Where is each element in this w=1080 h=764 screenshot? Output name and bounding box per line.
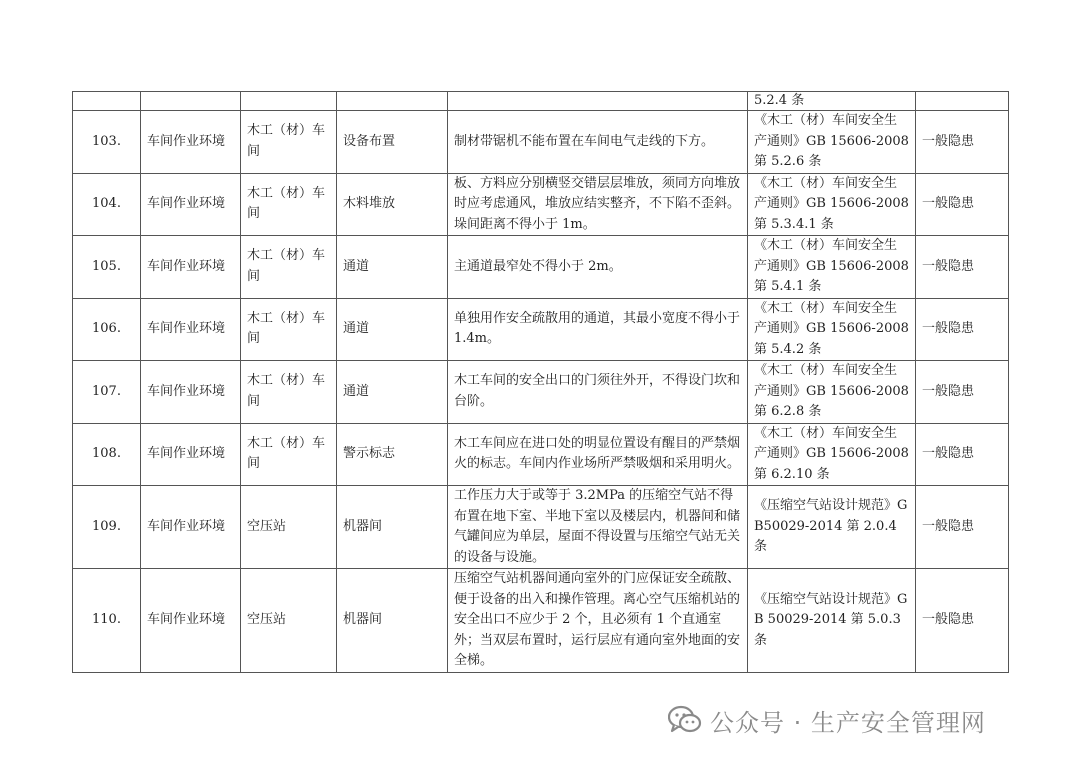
row-item: 通道 bbox=[337, 236, 448, 299]
row-place: 空压站 bbox=[241, 569, 337, 673]
row-basis: 《木工（材）车间安全生产通则》GB 15606-2008 第 5.4.2 条 bbox=[748, 298, 916, 361]
watermark-text: 公众号 · 生产安全管理网 bbox=[710, 708, 986, 737]
table-row bbox=[73, 361, 1009, 424]
table-row bbox=[73, 92, 1009, 111]
row-number: 106. bbox=[73, 298, 141, 361]
table-row bbox=[73, 569, 1009, 673]
wechat-icon bbox=[668, 705, 702, 735]
row-number bbox=[73, 92, 141, 111]
row-category bbox=[141, 92, 241, 111]
row-item bbox=[337, 92, 448, 111]
row-level: 一般隐患 bbox=[916, 173, 1009, 236]
row-place: 木工（材）车间 bbox=[241, 423, 337, 486]
row-basis: 《压缩空气站设计规范》GB 50029-2014 第 5.0.3 条 bbox=[748, 569, 916, 673]
row-place: 木工（材）车间 bbox=[241, 298, 337, 361]
row-level: 一般隐患 bbox=[916, 423, 1009, 486]
row-content: 木工车间的安全出口的门须往外开，不得设门坎和台阶。 bbox=[448, 361, 748, 424]
row-content: 主通道最窄处不得小于 2m。 bbox=[448, 236, 748, 299]
row-place: 木工（材）车间 bbox=[241, 111, 337, 174]
row-place: 木工（材）车间 bbox=[241, 173, 337, 236]
row-category: 车间作业环境 bbox=[141, 236, 241, 299]
row-number: 108. bbox=[73, 423, 141, 486]
row-basis: 《压缩空气站设计规范》GB50029-2014 第 2.0.4 条 bbox=[748, 486, 916, 569]
row-item: 通道 bbox=[337, 298, 448, 361]
row-place: 木工（材）车间 bbox=[241, 236, 337, 299]
row-category: 车间作业环境 bbox=[141, 361, 241, 424]
row-item: 警示标志 bbox=[337, 423, 448, 486]
row-place: 木工（材）车间 bbox=[241, 361, 337, 424]
table-row bbox=[73, 111, 1009, 174]
row-category: 车间作业环境 bbox=[141, 173, 241, 236]
row-item: 机器间 bbox=[337, 569, 448, 673]
table-row bbox=[73, 423, 1009, 486]
row-content: 板、方料应分别横竖交错层层堆放，须同方向堆放时应考虑通风，堆放应结实整齐，不下陷不歪斜。垛间距离不得小于 1m。 bbox=[448, 173, 748, 236]
row-category: 车间作业环境 bbox=[141, 111, 241, 174]
row-content: 工作压力大于或等于 3.2MPa 的压缩空气站不得布置在地下室、半地下室以及楼层内，机器间和储气罐间应为单层，屋面不得设置与压缩空气站无关的设备与设施。 bbox=[448, 486, 748, 569]
row-number: 109. bbox=[73, 486, 141, 569]
row-basis: 5.2.4 条 bbox=[748, 92, 916, 111]
row-level: 一般隐患 bbox=[916, 236, 1009, 299]
row-level: 一般隐患 bbox=[916, 486, 1009, 569]
row-number: 110. bbox=[73, 569, 141, 673]
table-row bbox=[73, 236, 1009, 299]
row-place bbox=[241, 92, 337, 111]
row-number: 103. bbox=[73, 111, 141, 174]
row-level: 一般隐患 bbox=[916, 111, 1009, 174]
row-basis: 《木工（材）车间安全生产通则》GB 15606-2008 第 5.4.1 条 bbox=[748, 236, 916, 299]
row-basis: 《木工（材）车间安全生产通则》GB 15606-2008 第 6.2.10 条 bbox=[748, 423, 916, 486]
hazard-table bbox=[72, 91, 1009, 673]
row-content: 单独用作安全疏散用的通道，其最小宽度不得小于 1.4m。 bbox=[448, 298, 748, 361]
row-item: 木料堆放 bbox=[337, 173, 448, 236]
row-category: 车间作业环境 bbox=[141, 298, 241, 361]
row-item: 机器间 bbox=[337, 486, 448, 569]
row-basis: 《木工（材）车间安全生产通则》GB 15606-2008 第 5.3.4.1 条 bbox=[748, 173, 916, 236]
row-number: 104. bbox=[73, 173, 141, 236]
row-basis: 《木工（材）车间安全生产通则》GB 15606-2008 第 6.2.8 条 bbox=[748, 361, 916, 424]
row-level: 一般隐患 bbox=[916, 569, 1009, 673]
row-category: 车间作业环境 bbox=[141, 569, 241, 673]
row-place: 空压站 bbox=[241, 486, 337, 569]
row-item: 通道 bbox=[337, 361, 448, 424]
table-row bbox=[73, 298, 1009, 361]
row-category: 车间作业环境 bbox=[141, 486, 241, 569]
row-number: 105. bbox=[73, 236, 141, 299]
row-content: 压缩空气站机器间通向室外的门应保证安全疏散、便于设备的出入和操作管理。离心空气压缩机站的安全出口不应少于 2 个，且必须有 1 个直通室外；当双层布置时，运行层应有通向室外地面的安全梯。 bbox=[448, 569, 748, 673]
row-content bbox=[448, 92, 748, 111]
row-content: 木工车间应在进口处的明显位置设有醒目的严禁烟火的标志。车间内作业场所严禁吸烟和采用明火。 bbox=[448, 423, 748, 486]
row-number: 107. bbox=[73, 361, 141, 424]
table-row bbox=[73, 173, 1009, 236]
row-level: 一般隐患 bbox=[916, 361, 1009, 424]
row-item: 设备布置 bbox=[337, 111, 448, 174]
row-basis: 《木工（材）车间安全生产通则》GB 15606-2008 第 5.2.6 条 bbox=[748, 111, 916, 174]
row-level bbox=[916, 92, 1009, 111]
row-category: 车间作业环境 bbox=[141, 423, 241, 486]
watermark bbox=[668, 703, 986, 737]
table-row bbox=[73, 486, 1009, 569]
row-level: 一般隐患 bbox=[916, 298, 1009, 361]
row-content: 制材带锯机不能布置在车间电气走线的下方。 bbox=[448, 111, 748, 174]
